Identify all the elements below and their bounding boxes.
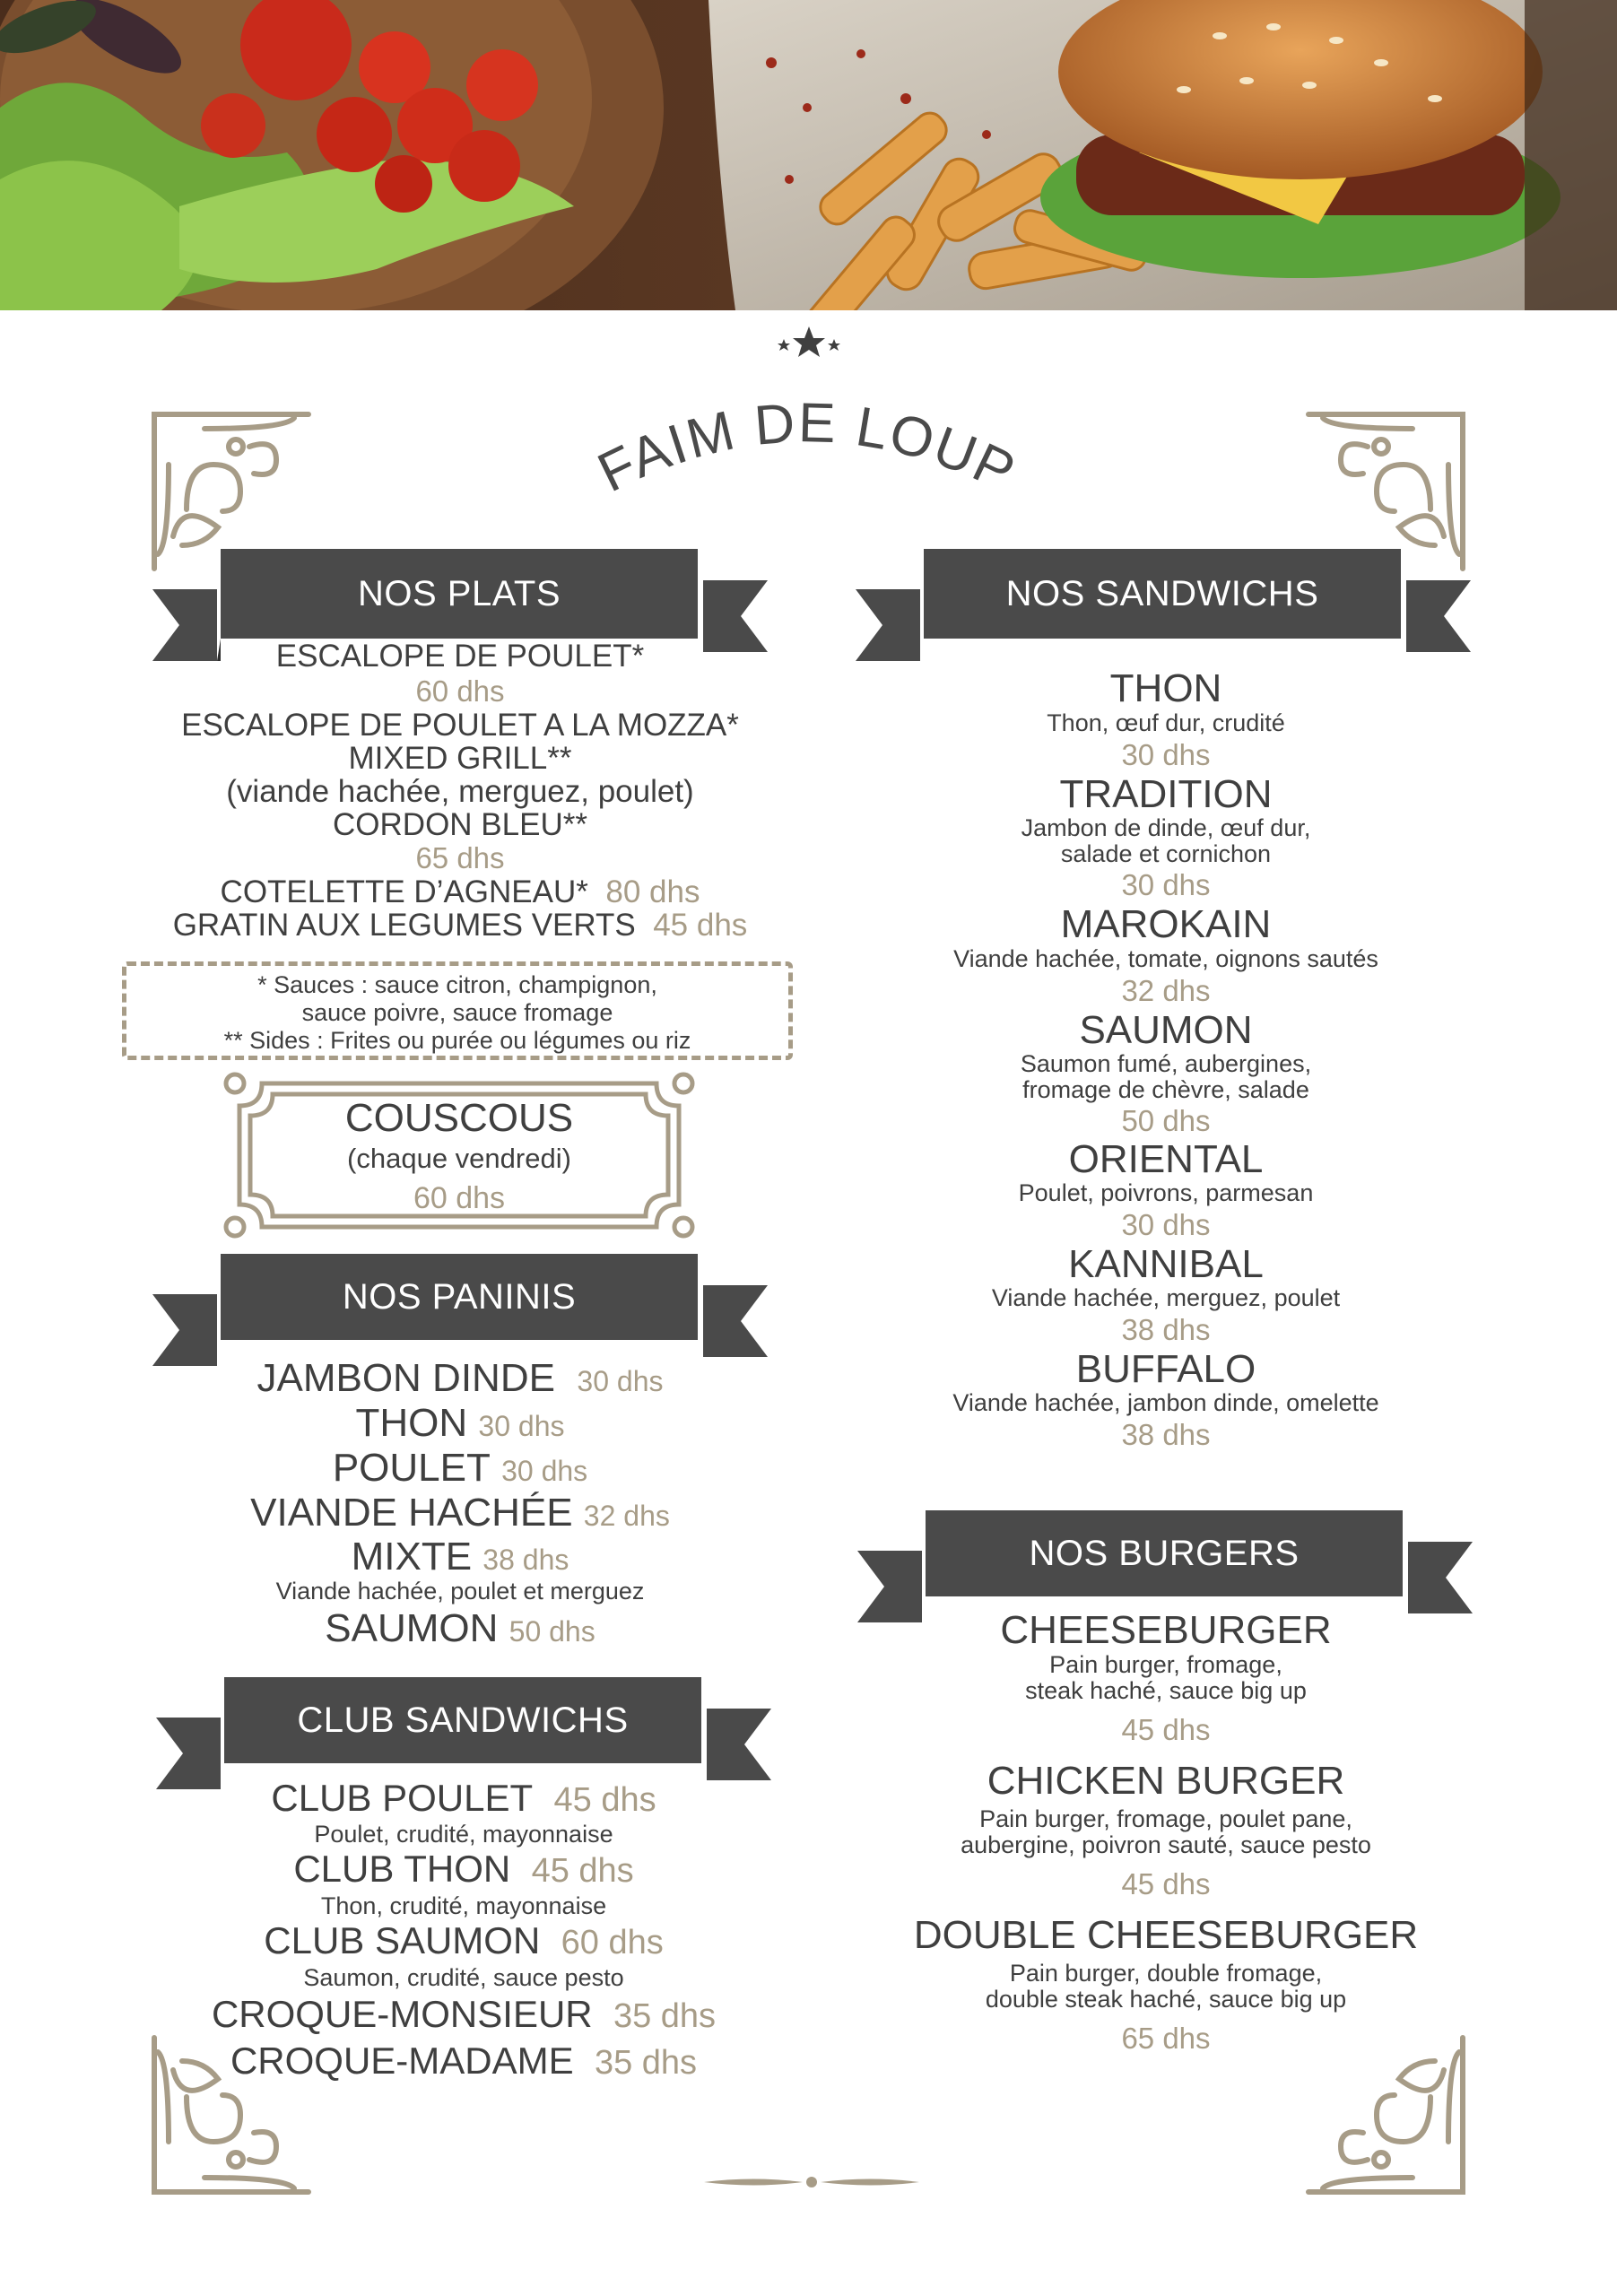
page-title-text: FAIM DE LOUP [588, 392, 1026, 505]
sandwich-price: 38 dhs [1121, 1418, 1211, 1451]
club-desc: Saumon, crudité, sauce pesto [303, 1964, 624, 1991]
panini-name: POULET [332, 1446, 491, 1490]
ribbon-nos-sandwichs [856, 549, 1471, 665]
sandwich-desc: Poulet, poivrons, parmesan [1018, 1179, 1314, 1206]
panini-price: 38 dhs [482, 1544, 569, 1576]
club-name: CLUB POULET [271, 1777, 534, 1819]
list-item [156, 2039, 771, 2084]
plat-cotelette [152, 875, 768, 909]
sandwich-name: BUFFALO [1075, 1347, 1256, 1391]
ribbon-nos-paninis [152, 1254, 768, 1370]
panini-price: 30 dhs [501, 1455, 588, 1487]
plat-mixed-grill-desc: (viande hachée, merguez, poulet) [226, 774, 694, 809]
sandwich-price: 30 dhs [1121, 868, 1211, 901]
list-item [156, 1991, 771, 2039]
list-item [152, 1491, 768, 1535]
burger-name: CHEESEBURGER [1000, 1608, 1332, 1652]
sandwich-price: 50 dhs [1121, 1104, 1211, 1137]
section-heading-club: CLUB SANDWICHS [224, 1677, 701, 1763]
burger-desc: Pain burger, fromage, [1049, 1651, 1282, 1678]
panini-name: VIANDE HACHÉE [250, 1491, 573, 1535]
panini-price: 32 dhs [583, 1500, 670, 1532]
club-list [156, 1778, 771, 2084]
sandwich-name: ORIENTAL [1068, 1137, 1264, 1181]
panini-desc: Viande hachée, poulet et merguez [275, 1578, 645, 1605]
section-heading-plats: NOS PLATS [221, 549, 698, 639]
sandwich-desc: Viande hachée, tomate, oignons sautés [953, 945, 1378, 972]
plat-gratin-name: GRATIN AUX LEGUMES VERTS [172, 908, 636, 943]
list-item [152, 1356, 768, 1401]
panini-name: MIXTE [351, 1535, 473, 1578]
sandwichs-list [897, 667, 1435, 1454]
corner-ornament-top-right-icon [1305, 411, 1466, 572]
food-photo-icon [0, 0, 1617, 310]
page-title [574, 377, 1040, 511]
plat-cotelette-price: 80 dhs [605, 874, 700, 909]
note-line-1: * Sauces : sauce citron, champignon, [257, 971, 657, 998]
couscous-price: 60 dhs [413, 1181, 506, 1215]
list-item [156, 1778, 771, 1821]
sandwich-name: TRADITION [1059, 772, 1273, 816]
sandwich-desc: Jambon de dinde, œuf dur, [1021, 814, 1311, 841]
sandwich-name: SAUMON [1079, 1008, 1253, 1052]
list-item [152, 1446, 768, 1491]
plat-escalope-mozza: ESCALOPE DE POULET A LA MOZZA* [181, 708, 739, 743]
couscous-desc: (chaque vendredi) [347, 1143, 571, 1174]
note-line-2: sauce poivre, sauce fromage [301, 999, 613, 1026]
burger-desc: aubergine, poivron sauté, sauce pesto [961, 1831, 1371, 1858]
sandwich-price: 38 dhs [1121, 1313, 1211, 1346]
burger-desc: Pain burger, fromage, poulet pane, [979, 1805, 1352, 1832]
club-name: CROQUE-MADAME [230, 2039, 574, 2082]
sandwich-desc: Viande hachée, jambon dinde, omelette [952, 1389, 1379, 1416]
panini-name: THON [355, 1401, 468, 1445]
club-name: CLUB THON [293, 1848, 511, 1890]
burger-name: DOUBLE CHEESEBURGER [913, 1913, 1419, 1957]
panini-name: JAMBON DINDE [256, 1356, 555, 1400]
section-heading-paninis: NOS PANINIS [221, 1254, 698, 1340]
plat-escalope: ESCALOPE DE POULET* [275, 639, 645, 674]
list-item [152, 1605, 768, 1653]
burger-price: 45 dhs [1121, 1867, 1211, 1900]
panini-name: SAUMON [325, 1606, 499, 1650]
burger-price: 65 dhs [1121, 2022, 1211, 2055]
list-item [152, 1401, 768, 1446]
note-line-3: ** Sides : Frites ou purée ou légumes ou riz [223, 1027, 691, 1054]
couscous-name: COUSCOUS [344, 1096, 574, 1140]
plat-cordon-bleu-price: 65 dhs [415, 841, 505, 874]
club-price: 45 dhs [553, 1781, 656, 1819]
club-name: CLUB SAUMON [264, 1919, 541, 1961]
sandwich-price: 32 dhs [1121, 974, 1211, 1007]
sauces-sides-note [122, 961, 793, 1060]
section-heading-burgers: NOS BURGERS [926, 1510, 1403, 1596]
club-name: CROQUE-MONSIEUR [211, 1993, 593, 2035]
stars-icon [773, 325, 845, 361]
sandwich-name: THON [1109, 666, 1222, 710]
plat-cordon-bleu: CORDON BLEU** [333, 807, 587, 842]
sandwich-price: 30 dhs [1121, 1208, 1211, 1241]
paninis-list [152, 1356, 768, 1653]
burger-desc: Pain burger, double fromage, [1009, 1960, 1323, 1987]
club-desc: Thon, crudité, mayonnaise [320, 1892, 607, 1919]
club-price: 60 dhs [561, 1924, 664, 1961]
plats-list [152, 639, 768, 942]
plat-escalope-price: 60 dhs [415, 674, 505, 708]
list-item [152, 1535, 768, 1578]
club-desc: Poulet, crudité, mayonnaise [314, 1821, 613, 1848]
plat-mixed-grill: MIXED GRILL** [348, 741, 572, 776]
list-item [156, 1848, 771, 1892]
plat-cotelette-name: COTELETTE D’AGNEAU* [220, 874, 588, 909]
couscous-block [208, 1096, 710, 1220]
panini-price: 30 dhs [577, 1365, 664, 1397]
sandwich-price: 30 dhs [1121, 738, 1211, 771]
divider-ornament-icon [700, 2169, 924, 2196]
sandwich-desc: fromage de chèvre, salade [1022, 1076, 1309, 1103]
sandwich-desc: Saumon fumé, aubergines, [1020, 1050, 1312, 1077]
burger-desc: double steak haché, sauce big up [985, 1986, 1347, 2013]
plat-gratin-price: 45 dhs [653, 908, 748, 943]
sandwich-desc: Thon, œuf dur, crudité [1047, 709, 1285, 736]
club-price: 45 dhs [531, 1852, 634, 1890]
plat-gratin [152, 909, 768, 942]
sandwich-desc: Viande hachée, merguez, poulet [991, 1284, 1341, 1311]
corner-ornament-top-left-icon [151, 411, 312, 572]
section-heading-sandwichs: NOS SANDWICHS [924, 549, 1401, 639]
sandwich-desc: salade et cornichon [1060, 840, 1272, 867]
panini-price: 30 dhs [478, 1410, 565, 1442]
burgers-list [897, 1609, 1435, 2065]
sandwich-name: MAROKAIN [1060, 902, 1272, 946]
sandwich-name: KANNIBAL [1068, 1242, 1264, 1286]
panini-price: 50 dhs [509, 1615, 596, 1648]
burger-price: 45 dhs [1121, 1713, 1211, 1746]
header-photo [0, 0, 1617, 310]
club-price: 35 dhs [594, 2044, 698, 2082]
svg-text:FAIM DE LOUP [588, 392, 1025, 504]
list-item [156, 1919, 771, 1964]
club-price: 35 dhs [613, 1997, 717, 2035]
burger-name: CHICKEN BURGER [987, 1759, 1345, 1803]
burger-desc: steak haché, sauce big up [1025, 1677, 1307, 1704]
